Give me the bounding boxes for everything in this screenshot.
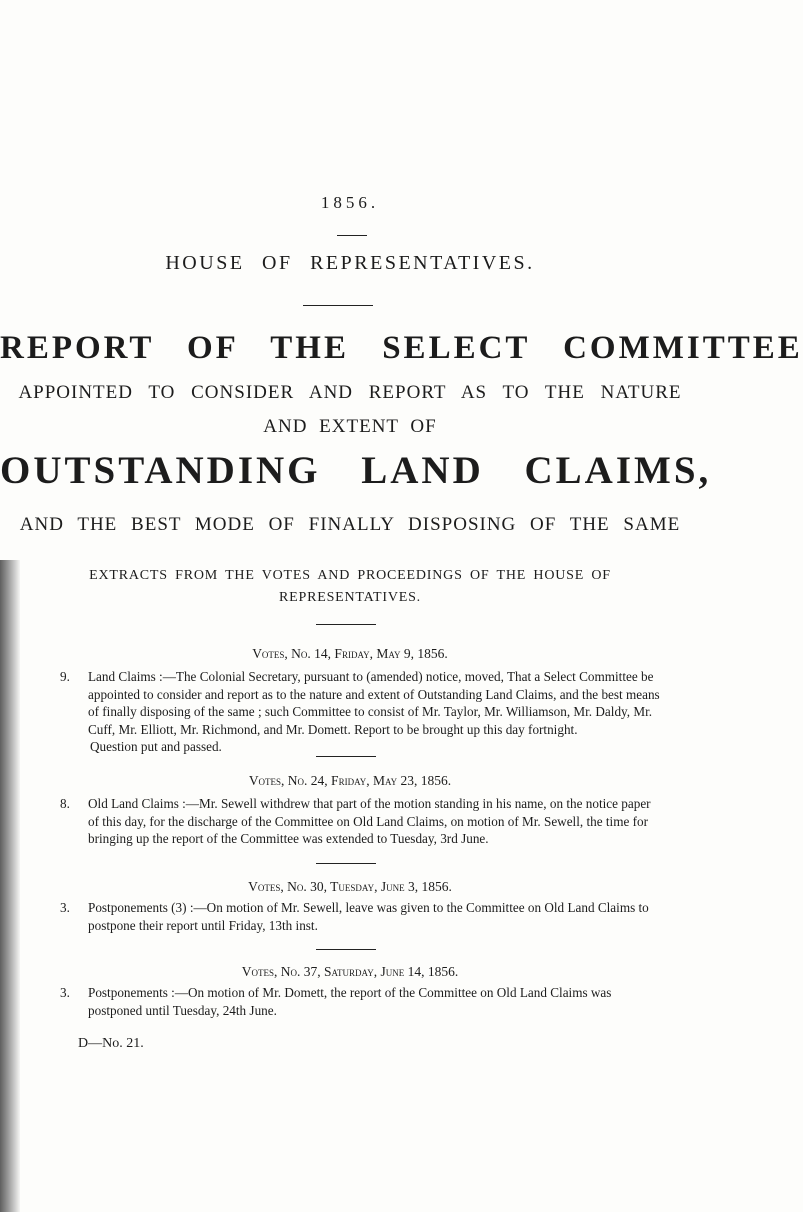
divider xyxy=(316,949,376,950)
house-heading: HOUSE OF REPRESENTATIVES. xyxy=(165,252,535,274)
entry-text: Old Land Claims :—Mr. Sewell withdrew that part of the motion standing in his name, on the notice paper of this day, for the discharge of the Committee on Old Land Claims, on motion of Mr. Sewell, the time for bringing up the report of the Committee was extended to Tuesday, 3rd June. xyxy=(88,796,651,846)
report-subtitle-line: AND THE BEST MODE OF FINALLY DISPOSING OF THE SAME xyxy=(19,514,681,535)
extracts-heading: REPRESENTATIVES. xyxy=(279,590,421,605)
votes-heading: Votes, No. 14, Friday, May 9, 1856. xyxy=(252,646,448,661)
votes-heading: Votes, No. 37, Saturday, June 14, 1856. xyxy=(241,964,459,979)
entry-text: Postponements :—On motion of Mr. Domett, the report of the Committee on Old Land Claims was postponed until Tuesday, 24th June. xyxy=(88,985,612,1018)
report-subtitle-line: APPOINTED TO CONSIDER AND REPORT AS TO THE NATURE xyxy=(18,382,682,403)
entry-number: 3. xyxy=(60,900,70,915)
entry-text: Postponements (3) :—On motion of Mr. Sewell, leave was given to the Committee on Old Land Claims to postpone their report until Friday, 13th inst. xyxy=(88,900,649,933)
votes-entry xyxy=(60,984,660,1019)
votes-entry xyxy=(60,899,660,934)
entry-number: 3. xyxy=(60,985,70,1000)
divider xyxy=(316,863,376,864)
votes-entry xyxy=(60,668,660,756)
report-title: REPORT OF THE SELECT COMMITTEE xyxy=(0,330,803,366)
entry-number: 8. xyxy=(60,796,70,811)
entry-number: 9. xyxy=(60,669,70,684)
votes-heading: Votes, No. 30, Tuesday, June 3, 1856. xyxy=(248,879,452,894)
report-main-title: OUTSTANDING LAND CLAIMS, xyxy=(0,449,712,492)
votes-heading: Votes, No. 24, Friday, May 23, 1856. xyxy=(248,773,452,788)
document-reference: D—No. 21. xyxy=(78,1036,144,1051)
report-subtitle-line: AND EXTENT OF xyxy=(263,416,437,437)
divider xyxy=(316,624,376,625)
entry-subtext: Question put and passed. xyxy=(90,739,222,754)
extracts-heading: EXTRACTS FROM THE VOTES AND PROCEEDINGS OF THE HOUSE OF xyxy=(89,568,611,583)
year-heading: 1856. xyxy=(320,193,380,212)
entry-text: Land Claims :—The Colonial Secretary, pursuant to (amended) notice, moved, That a Select Committee be appointed to consider and report as to the nature and extent of Outstanding Land Claims, and the best means of finally disposing of the same ; such Committee to consist of Mr. Taylor, Mr. Williamson, Mr. Daldy, Mr. Cuff, Mr. Elliott, Mr. Richmond, and Mr. Domett. Report to be brought up this day fortnight. xyxy=(88,669,660,737)
divider xyxy=(303,305,373,306)
votes-entry xyxy=(60,795,660,848)
divider xyxy=(337,235,367,236)
divider xyxy=(316,756,376,757)
